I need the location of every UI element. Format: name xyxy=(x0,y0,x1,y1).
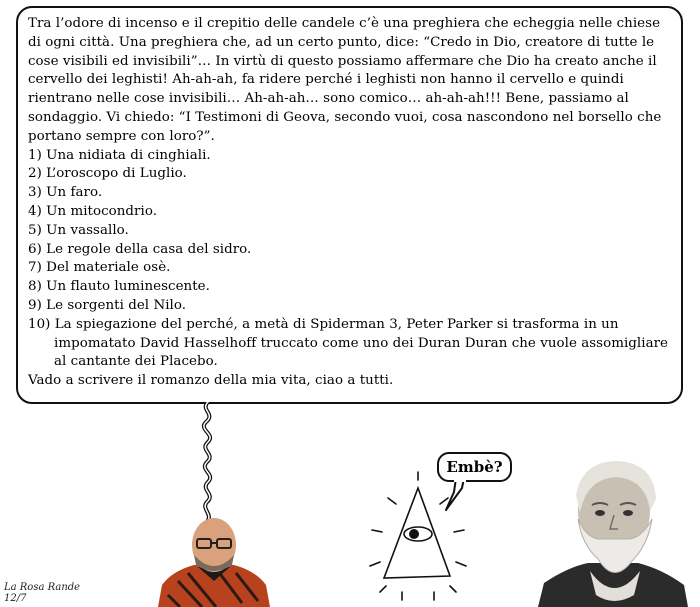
artist-signature: La Rosa Rande 12/7 xyxy=(4,582,81,604)
speech-bubble xyxy=(16,6,683,404)
poll-option: 10) La spiegazione del perché, a metà di Spiderman 3, Peter Parker si trasforma in un impomatato David Hasselhoff truccato come uno dei Duran Duran che vuole assomigliare al cantante dei Placebo. xyxy=(28,316,669,370)
poll-option: 7) Del materiale osè. xyxy=(28,260,171,276)
all-seeing-eye-triangle xyxy=(362,470,474,605)
poll-option: 1) Una nidiata di cinghiali. xyxy=(28,147,211,163)
intro-text: Tra l’odore di incenso e il crepitio delle candele c’è una preghiera che echeggia nelle chiese di ogni città. Una preghiera che, ad un certo punto, dice: “Credo in Dio, creatore di tutte le cose visibili ed invisibili”… In virtù di questo possiamo affermare che Dio ha creato anche il cervello dei leghisti! Ah-ah-ah, fa ridere perché i leghisti non hanno il cervello e quindi rientrano nelle cose invisibili… Ah-ah-ah… sono comico… ah-ah-ah!!! Bene, passiamo al sondaggio. Vi chiedo: “I Testimoni di Geova, secondo vuoi, cosa nascondono nel borsello che portano sempre con loro?”. xyxy=(28,16,662,144)
poll-option: 8) Un flauto luminescente. xyxy=(28,279,210,295)
poll-option: 6) Le regole della casa del sidro. xyxy=(28,241,252,257)
poll-option: 4) Un mitocondrio. xyxy=(28,203,158,219)
poll-option: 9) Le sorgenti del Nilo. xyxy=(28,297,187,313)
bearded-man-portrait xyxy=(538,455,688,607)
speech-tail-squiggle xyxy=(196,402,222,520)
bald-man-portrait xyxy=(158,515,270,607)
poll-options-list xyxy=(28,147,669,373)
poll-option: 2) L’oroscopo di Luglio. xyxy=(28,166,187,182)
poll-option: 3) Un faro. xyxy=(28,185,103,201)
reply-text: Embè? xyxy=(446,458,503,476)
poll-option: 5) Un vassallo. xyxy=(28,222,129,238)
outro-text: Vado a scrivere il romanzo della mia vita, ciao a tutti. xyxy=(28,373,394,389)
